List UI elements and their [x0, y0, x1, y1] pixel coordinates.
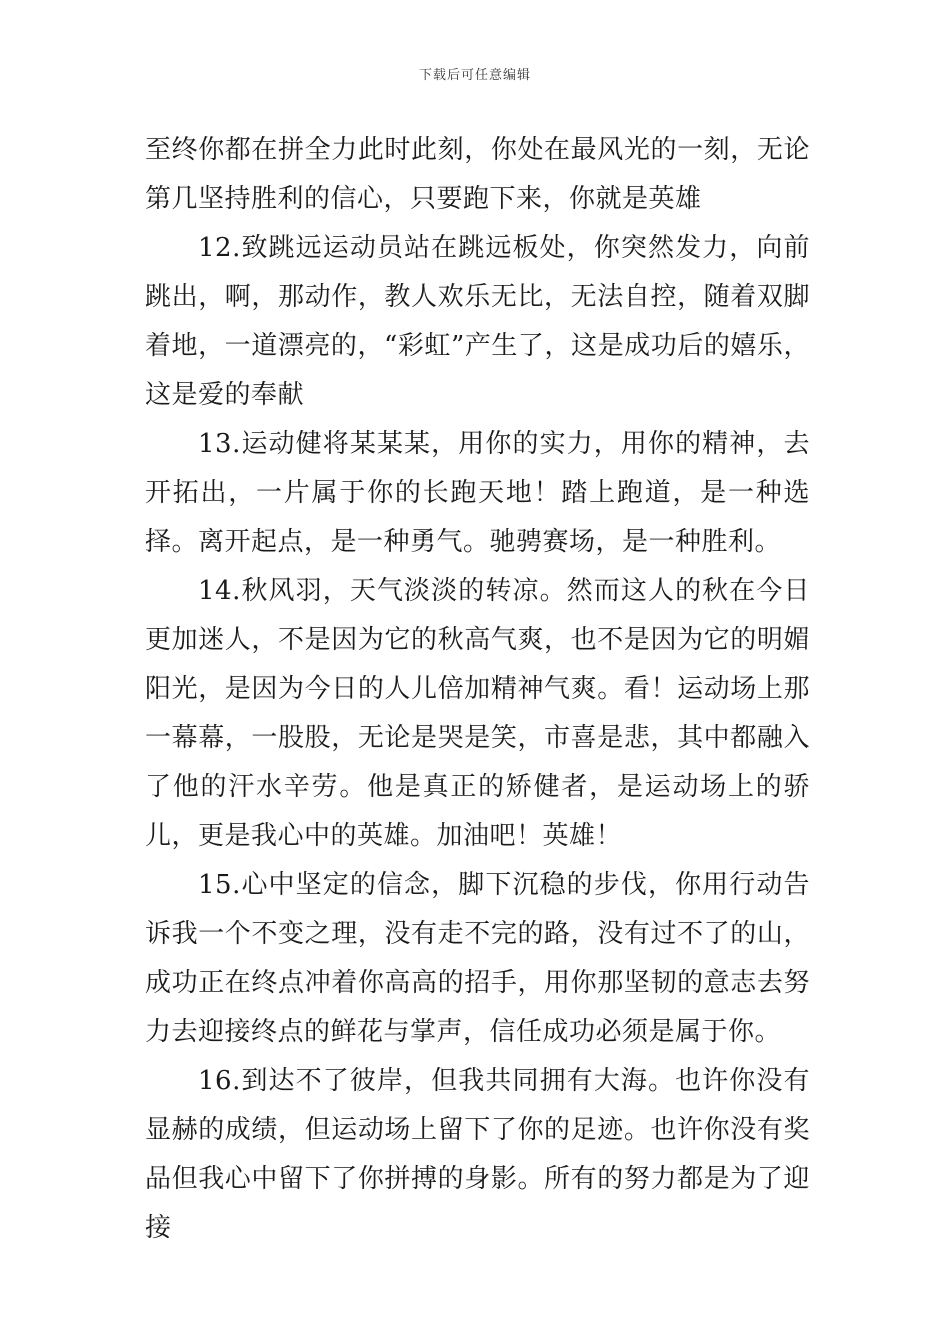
- document-body: [145, 126, 810, 1253]
- paragraph-continuation: 至终你都在拼全力此时此刻，你处在最风光的一刻，无论第几坚持胜利的信心，只要跑下来，你就是英雄: [145, 135, 810, 214]
- paragraph-item-15: 15.心中坚定的信念，脚下沉稳的步伐，你用行动告诉我一个不变之理，没有走不完的路，没有过不了的山，成功正在终点冲着你高高的招手，用你那坚韧的意志去努力去迎接终点的鲜花与掌声，信任成功必须是属于你。: [145, 870, 810, 1047]
- paragraph-item-12: 12.致跳远运动员站在跳远板处，你突然发力，向前跳出，啊，那动作，教人欢乐无比，无法自控，随着双脚着地，一道漂亮的，“彩虹”产生了，这是成功后的嬉乐，这是爱的奉献: [145, 233, 810, 410]
- paragraph-item-14: 14.秋风羽，天气淡淡的转凉。然而这人的秋在今日更加迷人，不是因为它的秋高气爽，也不是因为它的明媚阳光，是因为今日的人儿倍加精神气爽。看！运动场上那一幕幕，一股股，无论是哭是笑，市喜是悲，其中都融入了他的汗水辛劳。他是真正的矫健者，是运动场上的骄儿，更是我心中的英雄。加油吧！英雄！: [145, 576, 810, 851]
- paragraph-item-13: 13.运动健将某某某，用你的实力，用你的精神，去开拓出，一片属于你的长跑天地！踏上跑道，是一种选择。离开起点，是一种勇气。驰骋赛场，是一种胜利。: [145, 429, 810, 557]
- page-header: 下载后可任意编辑: [418, 68, 531, 83]
- paragraph-item-16: 16.到达不了彼岸，但我共同拥有大海。也许你没有显赫的成绩，但运动场上留下了你的足迹。也许你没有奖品但我心中留下了你拼搏的身影。所有的努力都是为了迎接: [145, 1066, 810, 1243]
